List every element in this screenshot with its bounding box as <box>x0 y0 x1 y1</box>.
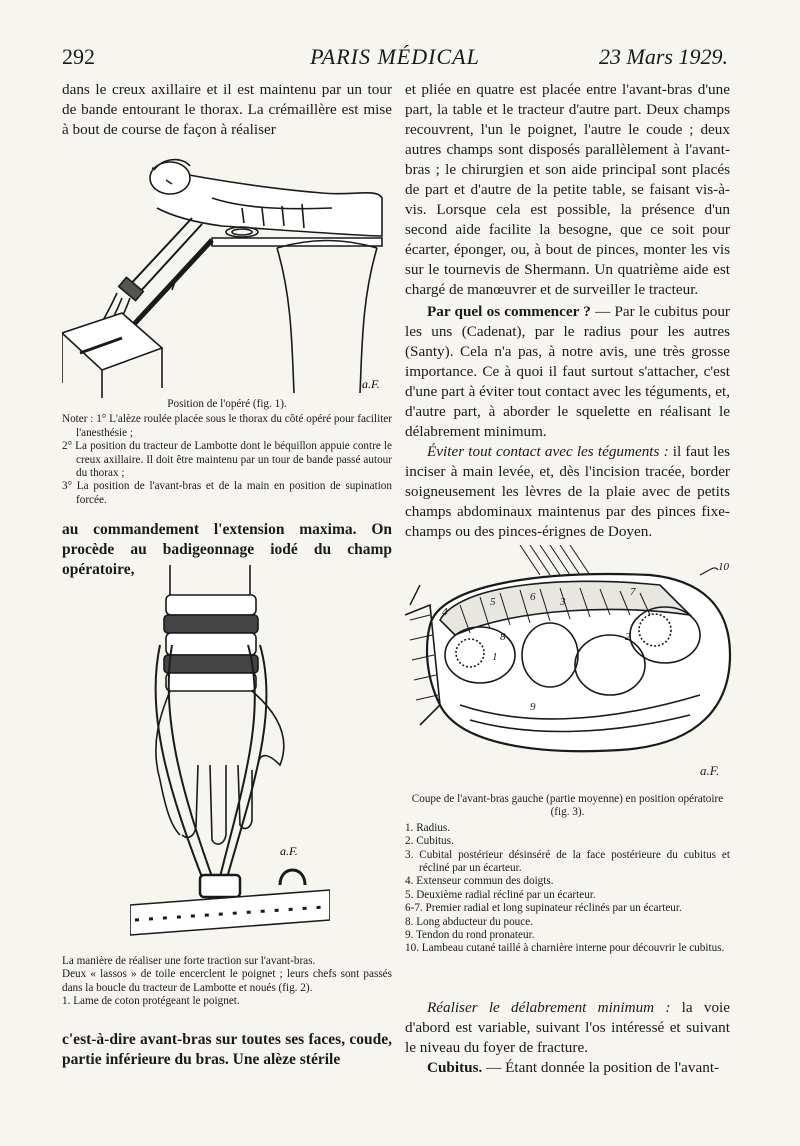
caption-title: La manière de réaliser une forte traction sur l'avant-bras. <box>62 955 316 967</box>
figure-2-caption <box>62 955 392 1009</box>
figure-1-caption <box>62 398 392 507</box>
page-header <box>62 44 728 74</box>
label-10: 10 <box>718 561 729 573</box>
label-8: 8 <box>500 631 506 643</box>
label-5: 5 <box>490 596 496 608</box>
right-top-text <box>405 80 730 542</box>
figure-3-signature: a.F. <box>700 763 720 778</box>
label-4: 4 <box>442 606 448 618</box>
section-lead: Cubitus. <box>427 1059 483 1076</box>
paragraph: — Par le cubitus pour les uns (Cadenat), par le radius pour les autres (Santy). Cela n'a pas, à notre avis, une très grosse importance. Ce à quoi il faut surtout s'attacher, c'est d'une part à éviter tout contact avec les téguments, et, d'autre part, à aborder le squelette en réalisant le délabrement minimum. <box>405 303 730 440</box>
legend-item: 8. Long abducteur du pouce. <box>405 915 533 928</box>
legend-item: 6-7. Premier radial et long supinateur réclinés par un écarteur. <box>405 902 682 915</box>
paragraph: la voie d'abord est variable, suivant l'os intéressé et suivant le niveau du foyer de fracture. <box>405 999 731 1056</box>
figure-2-signature: a.F. <box>280 844 298 858</box>
note-1: 1° L'alèze roulée placée sous le thorax du côté opéré pour faciliter l'anesthésie ; <box>76 413 392 439</box>
legend-item: 2. Cubitus. <box>405 835 454 848</box>
figure-3-caption <box>405 793 730 956</box>
label-3: 3 <box>560 596 566 608</box>
figure-3-illustration <box>400 545 740 785</box>
legend-item: 1. Radius. <box>405 821 451 834</box>
paragraph: c'est-à-dire avant-bras sur toutes ses faces, coude, partie inférieure du bras. Une alèze stérile <box>62 1031 392 1068</box>
figure-1-illustration <box>62 148 392 398</box>
section-lead: Par quel os commencer ? <box>427 303 591 320</box>
label-6: 6 <box>530 591 536 603</box>
label-1: 1 <box>492 651 498 663</box>
legend-item: 1. Lame de coton protégeant le poignet. <box>62 995 240 1008</box>
legend-item: 4. Extenseur commun des doigts. <box>405 875 554 888</box>
page-number: 292 <box>62 44 95 69</box>
caption-title: Position de l'opéré (fig. 1). <box>167 398 287 410</box>
section-lead: Éviter tout contact avec les téguments : <box>427 443 669 460</box>
legend-item: 3. Cubital postérieur désinséré de la face postérieure du cubitus et récliné par un écarteur. <box>405 848 730 875</box>
paragraph: il faut les inciser à main levée, et, dès l'incision tracée, border soigneusement les lèvres de la plaie avec de petits champs abdominaux maintenus par des pinces fixe-champs ou des pinces-érignes de Doyen. <box>405 443 730 540</box>
note-2: 2° La position du tracteur de Lambotte dont le béquillon appuie contre le creux axillaire. Il doit être maintenu par un tour de bande passé autour du thorax ; <box>62 440 392 480</box>
paragraph: — Étant donnée la position de l'avant- <box>482 1059 720 1076</box>
label-2: 2 <box>625 631 631 643</box>
right-bottom-text <box>405 998 730 1078</box>
paragraph: au commandement l'extension maxima. On procède au badigeonnage iodé du champ opératoire, <box>62 521 392 578</box>
section-lead: Réaliser le délabrement minimum : <box>427 999 671 1016</box>
paragraph: et pliée en quatre est placée entre l'avant-bras d'une part, la table et le tracteur d'autre part. Deux champs recouvrent, l'un le poignet, l'autre le coude ; deux autres champs sont disposés parallèlement à l'avant-bras ; le chirurgien et son aide principal sont placés de part et d'autre de la petite table, se faisant vis-à-vis. Lorsque cela est possible, la présence d'un second aide facilite la besogne, que ce soit pour écarter, éponger, ou, à bout de pinces, monter les vis sur le tournevis de Shermann. Un quatrième aide est chargé de manœuvrer et de surveiller le tracteur. <box>405 81 730 298</box>
note-3: 3° La position de l'avant-bras et de la main en position de supination forcée. <box>62 480 392 506</box>
legend-item: 5. Deuxième radial récliné par un écarteur. <box>405 888 596 901</box>
figure-1-signature: a.F. <box>362 377 380 391</box>
paragraph: dans le creux axillaire et il est maintenu par un tour de bande entourant le thorax. La crémaillère est mise à bout de course de façon à réaliser <box>62 81 392 138</box>
issue-date: 23 Mars 1929. <box>599 44 728 69</box>
legend-item: 10. Lambeau cutané taillé à charnière interne pour découvrir le cubitus. <box>405 942 725 955</box>
left-top-text <box>62 80 392 140</box>
figure-2-illustration <box>130 565 330 950</box>
caption-title: Coupe de l'avant-bras gauche (partie moyenne) en position opératoire (fig. 3). <box>411 793 724 819</box>
caption-body: Deux « lassos » de toile encerclent le poignet ; leurs chefs sont passés dans la boucle du tracteur de Lambotte et noués (fig. 2). <box>62 968 392 994</box>
legend-item: 9. Tendon du rond pronateur. <box>405 929 535 942</box>
notes-lead: Noter : <box>62 413 94 426</box>
left-bottom-text <box>62 1030 392 1070</box>
label-7: 7 <box>630 586 636 598</box>
journal-title: PARIS MÉDICAL <box>310 44 480 69</box>
label-9: 9 <box>530 701 536 713</box>
